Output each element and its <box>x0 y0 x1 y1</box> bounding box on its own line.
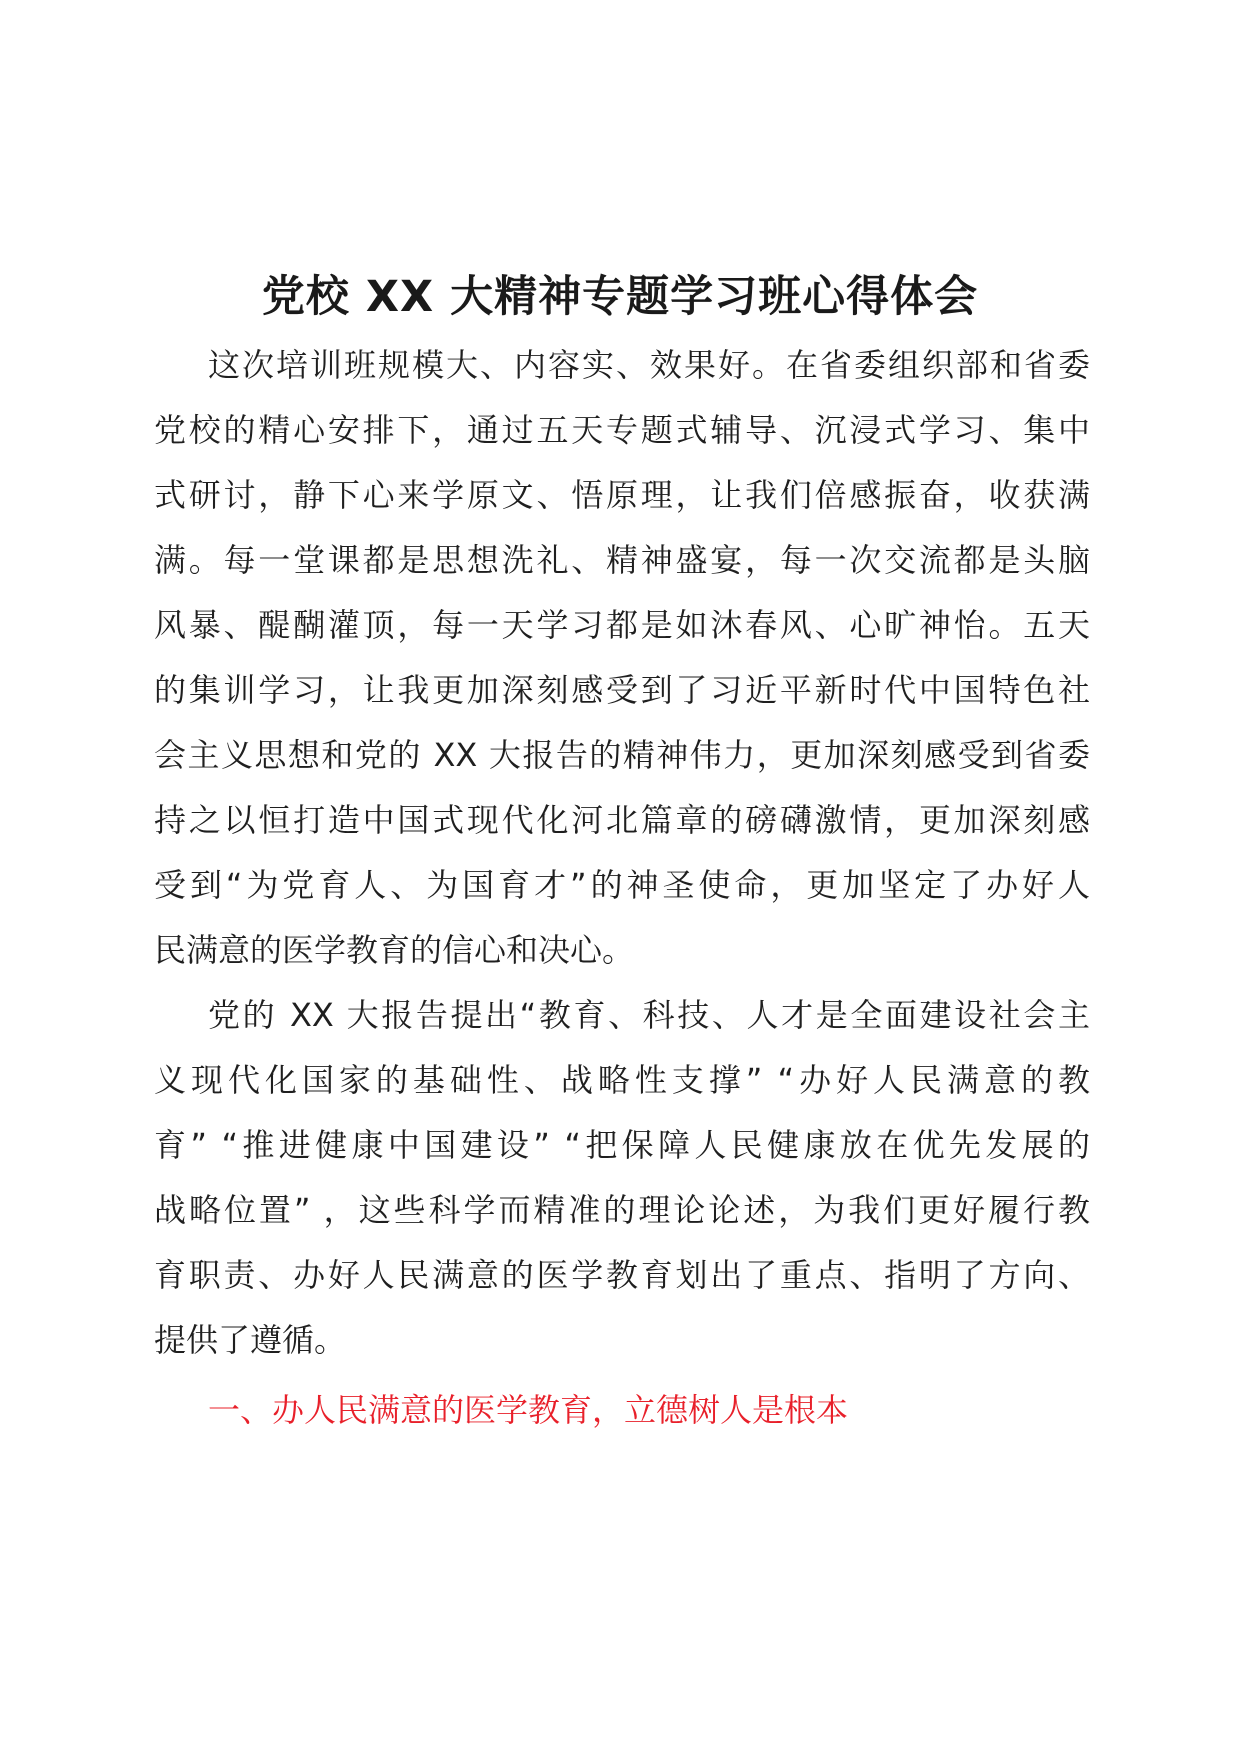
paragraph-line: 风暴、醍醐灌顶，每一天学习都是如沐春风、心旷神怡。五天 <box>154 606 1090 644</box>
paragraph-line: 受到“为党育人、为国育才”的神圣使命，更加坚定了办好人 <box>154 866 1090 904</box>
paragraph-line: 育职责、办好人民满意的医学教育划出了重点、指明了方向、 <box>154 1256 1090 1294</box>
paragraph-1 <box>154 333 1090 983</box>
paragraph-line: 党的 XX 大报告提出“教育、科技、人才是全面建设社会主 <box>208 996 1090 1034</box>
paragraph-line: 民满意的医学教育的信心和决心。 <box>154 931 635 969</box>
paragraph-line: 持之以恒打造中国式现代化河北篇章的磅礴激情，更加深刻感 <box>154 801 1090 839</box>
paragraph-line: 满。每一堂课都是思想洗礼、精神盛宴，每一次交流都是头脑 <box>154 541 1090 579</box>
paragraph-line: 提供了遵循。 <box>154 1321 347 1359</box>
paragraph-line: 会主义思想和党的 XX 大报告的精神伟力，更加深刻感受到省委 <box>154 736 1090 774</box>
section-heading: 一、办人民满意的医学教育，立德树人是根本 <box>208 1391 849 1429</box>
paragraph-line: 战略位置” ，这些科学而精准的理论论述，为我们更好履行教 <box>154 1191 1090 1229</box>
paragraph-line: 式研讨，静下心来学原文、悟原理，让我们倍感振奋，收获满 <box>154 476 1090 514</box>
document-title: 党校 XX 大精神专题学习班心得体会 <box>261 271 979 322</box>
paragraph-line: 育” “推进健康中国建设” “把保障人民健康放在优先发展的 <box>154 1126 1090 1164</box>
paragraph-line: 党校的精心安排下，通过五天专题式辅导、沉浸式学习、集中 <box>154 411 1090 449</box>
paragraph-2 <box>154 983 1090 1373</box>
paragraph-line: 这次培训班规模大、内容实、效果好。在省委组织部和省委 <box>208 346 1090 384</box>
paragraph-line: 义现代化国家的基础性、战略性支撑” “办好人民满意的教 <box>154 1061 1090 1099</box>
paragraph-line: 的集训学习，让我更加深刻感受到了习近平新时代中国特色社 <box>154 671 1090 709</box>
